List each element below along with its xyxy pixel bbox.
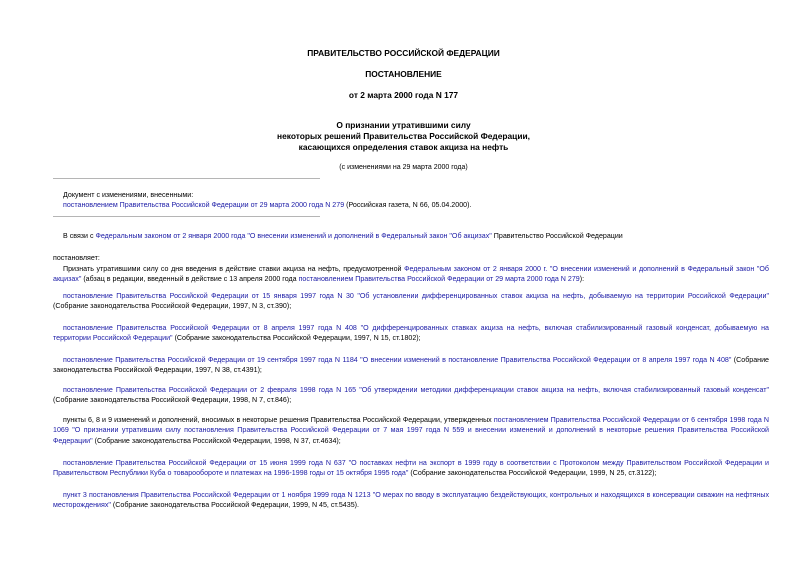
decree-word: постановляет: xyxy=(53,254,100,262)
intro-paragraph xyxy=(53,231,769,241)
document-type: ПОСТАНОВЛЕНИЕ xyxy=(365,69,442,79)
item-source: (Собрание законодательства Российской Федерации, 1997, N 38, ст.4391); xyxy=(53,356,770,375)
item-source: (Собрание законодательства Российской Федерации, 1999, N 45, ст.5435). xyxy=(110,501,359,510)
decree-link[interactable]: пункт 3 постановления Правительства Российской Федерации от 1 ноября 1999 года N 1213 "О мерах по вводу в эксплуатацию бездействующих, контрольных и находящихся в консервации скважин на нефтяных месторождениях" xyxy=(53,491,769,510)
intro-suffix: Правительство Российской Федерации xyxy=(491,232,623,240)
federal-law-link[interactable]: Федеральным законом от 2 января 2000 года "О внесении изменений и дополнений в Федеральный закон "Об акцизах" xyxy=(95,232,492,240)
list-item xyxy=(53,323,769,344)
list-item xyxy=(53,458,769,479)
body-paragraph xyxy=(53,264,769,285)
title-line: касающихся определения ставок акциза на нефть xyxy=(298,141,509,152)
decree-link[interactable]: постановление Правительства Российской Федерации от 8 апреля 1997 года N 408 "О дифференцированных ставках акциза на нефть, включая стабилизированный газовый конденсат, добываемую на территории Российской Федерации" xyxy=(53,324,769,343)
changes-label: Документ с изменениями, внесенными: xyxy=(63,191,194,199)
changes-block xyxy=(63,190,583,211)
list-item xyxy=(53,385,769,406)
intro-prefix: В связи с xyxy=(63,232,96,240)
document-date-number: от 2 марта 2000 года N 177 xyxy=(348,90,459,100)
divider xyxy=(53,216,320,217)
decree-link[interactable]: постановление Правительства Российской Федерации от 19 сентября 1997 года N 1184 "О внесении изменений в постановление Правительства Российской Федерации от 8 апреля 1997 года N 408" xyxy=(63,356,732,364)
item-source: (Собрание законодательства Российской Федерации, 1998, N 7, ст.846); xyxy=(53,396,292,405)
document-title xyxy=(0,120,807,152)
body-prefix: Признать утратившими силу со дня введения в действие ставки акциза на нефть, предусмотренной xyxy=(63,265,405,273)
decree-link[interactable]: постановлением Правительства Российской Федерации от 6 сентября 1998 года N 1069 "О признании утратившим силу постановления Правительства Российской Федерации от 7 мая 1997 года N 559 и внесении изменений и дополнений в некоторые решения Правительства Российской Федерации" xyxy=(53,416,769,445)
changes-line xyxy=(63,200,583,210)
edition-note: (с изменениями на 29 марта 2000 года) xyxy=(339,164,468,171)
title-line: О признании утратившими силу xyxy=(336,120,471,130)
list-item xyxy=(53,490,769,511)
list-item xyxy=(53,415,769,446)
body-middle: (абзац в редакции, введенный в действие с 13 апреля 2000 года xyxy=(81,275,299,284)
government-name: ПРАВИТЕЛЬСТВО РОССИЙСКОЙ ФЕДЕРАЦИИ xyxy=(307,48,500,58)
item-prefix: пункты 6, 8 и 9 изменений и дополнений, вносимых в некоторые решения Правительства Российской Федерации, утвержденных xyxy=(63,416,494,424)
list-item xyxy=(53,291,769,312)
federal-law-link[interactable]: Федеральным законом от 2 января 2000 г. "О внесении изменений и дополнений в Федеральный закон "Об акцизах" xyxy=(53,265,769,284)
divider xyxy=(53,178,320,179)
amendment-link[interactable]: постановлением Правительства Российской Федерации от 29 марта 2000 года N 279 xyxy=(298,275,580,284)
list-item xyxy=(53,355,769,376)
item-source: (Собрание законодательства Российской Федерации, 1998, N 37, ст.4634); xyxy=(92,436,341,445)
decree-link[interactable]: постановление Правительства Российской Федерации от 15 января 1997 года N 30 "Об установлении дифференцированных ставок акциза на нефть, добываемую на территории Российской Федерации" xyxy=(63,292,769,300)
decree-link[interactable]: постановление Правительства Российской Федерации от 15 июня 1999 года N 637 "О поставках нефти на экспорт в 1999 году в соответствии с Протоколом между Правительством Российской Федерации и Правительством Республики Куба о товарообороте и платежах на 1996-1998 годы от 15 октября 1995 года" xyxy=(53,459,769,478)
item-source: (Собрание законодательства Российской Федерации, 1999, N 25, ст.3122); xyxy=(408,469,657,478)
title-line: некоторых решений Правительства Российской Федерации, xyxy=(277,130,530,141)
item-source: (Собрание законодательства Российской Федерации, 1997, N 15, ст.1802); xyxy=(172,334,421,343)
decree-link[interactable]: постановление Правительства Российской Федерации от 2 февраля 1998 года N 165 "Об утверждении методики дифференциации ставок акциза на нефть, включая стабилизированный газовый конденсат" xyxy=(63,386,769,394)
amendment-link[interactable]: постановлением Правительства Российской Федерации от 29 марта 2000 года N 279 xyxy=(63,201,345,210)
item-source: (Собрание законодательства Российской Федерации, 1997, N 3, ст.390); xyxy=(53,302,292,311)
body-suffix: ): xyxy=(579,275,585,284)
changes-source: (Российская газета, N 66, 05.04.2000). xyxy=(344,201,472,210)
